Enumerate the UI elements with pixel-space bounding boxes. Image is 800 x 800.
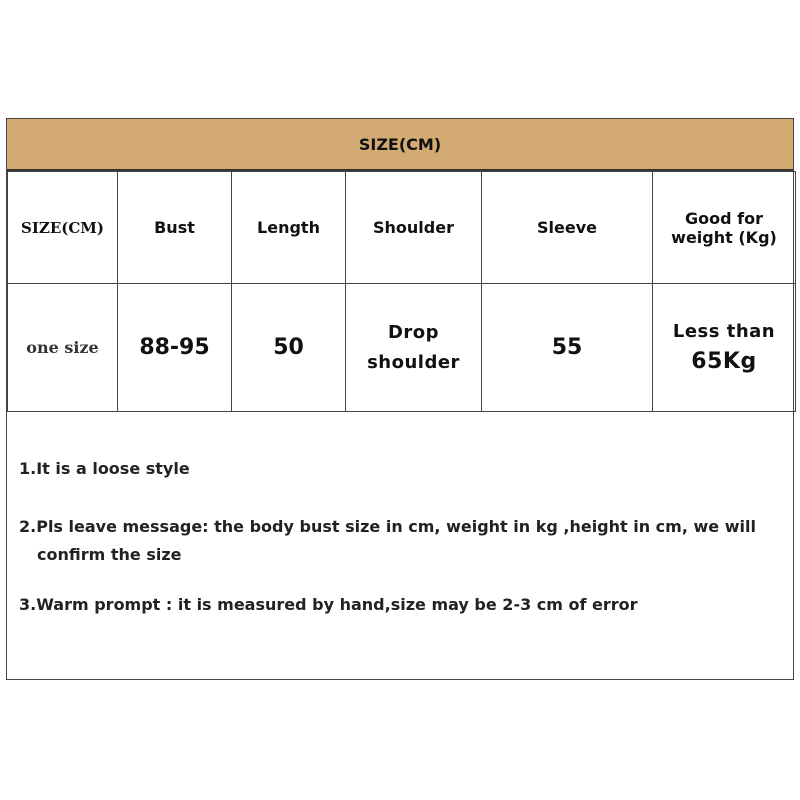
cell-bust: 88-95 bbox=[118, 284, 232, 412]
header-size: SIZE(CM) bbox=[8, 172, 118, 284]
notes-section bbox=[19, 455, 779, 619]
cell-size: one size bbox=[8, 284, 118, 412]
table-row bbox=[8, 284, 796, 412]
banner-title: SIZE(CM) bbox=[358, 134, 442, 154]
note-2 bbox=[19, 513, 779, 569]
cell-length: 50 bbox=[232, 284, 346, 412]
note-2-line2: confirm the size bbox=[37, 545, 182, 564]
cell-weight-line2: 65Kg bbox=[691, 349, 757, 374]
header-weight: Good for weight (Kg) bbox=[653, 172, 796, 284]
cell-sleeve: 55 bbox=[482, 284, 653, 412]
header-sleeve: Sleeve bbox=[482, 172, 653, 284]
header-bust: Bust bbox=[118, 172, 232, 284]
header-shoulder: Shoulder bbox=[346, 172, 482, 284]
size-chart-banner bbox=[7, 119, 793, 171]
cell-shoulder-line1: Drop bbox=[387, 321, 440, 343]
header-length: Length bbox=[232, 172, 346, 284]
cell-shoulder bbox=[346, 284, 482, 412]
note-2-line1: 2.Pls leave message: the body bust size in cm, weight in kg ,height in cm, we will bbox=[19, 517, 756, 536]
cell-shoulder-line2: shoulder bbox=[367, 351, 460, 373]
cell-weight-line1: Less than bbox=[672, 321, 776, 342]
size-table bbox=[7, 171, 796, 412]
table-header-row bbox=[8, 172, 796, 284]
note-3: 3.Warm prompt : it is measured by hand,size may be 2-3 cm of error bbox=[19, 595, 638, 614]
cell-weight bbox=[653, 284, 796, 412]
note-1: 1.It is a loose style bbox=[19, 459, 190, 478]
size-chart bbox=[6, 118, 794, 680]
